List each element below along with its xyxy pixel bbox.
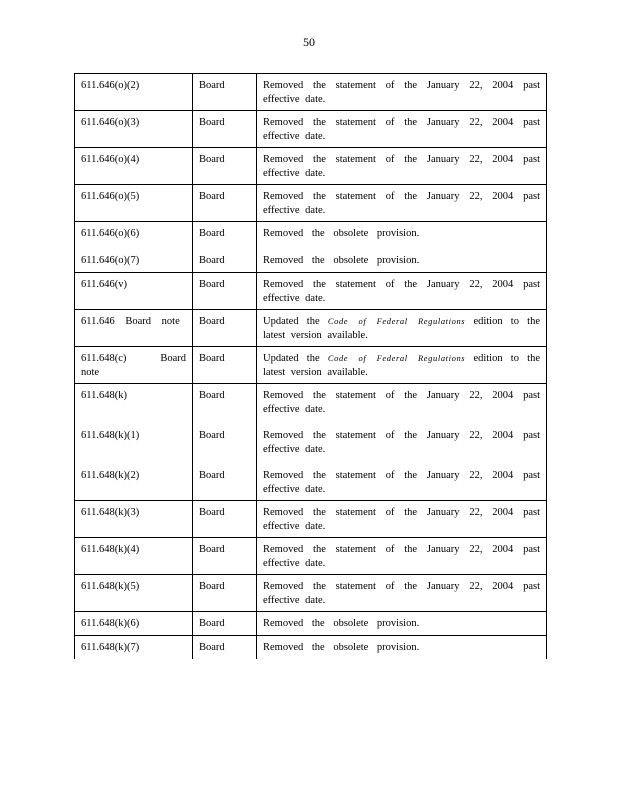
section-cell: 611.646(o)(3) bbox=[75, 111, 193, 148]
section-text: 611.646 Board note bbox=[81, 316, 180, 327]
section-cell bbox=[75, 384, 193, 501]
section-cell bbox=[75, 310, 193, 347]
section-cell bbox=[75, 222, 193, 273]
table-row bbox=[75, 148, 547, 185]
change-cell bbox=[257, 384, 547, 501]
section-cell: 611.646(o)(5) bbox=[75, 185, 193, 222]
section-cell: 611.648(k)(5) bbox=[75, 575, 193, 612]
change-cell bbox=[257, 148, 547, 185]
section-text: 611.648(k)(2) bbox=[81, 470, 140, 481]
change-cell bbox=[257, 538, 547, 575]
source-cell: Board bbox=[193, 575, 257, 612]
source-cell bbox=[193, 635, 257, 659]
change-text: Removed the statement of the January 22, 2004 past effective date. bbox=[263, 581, 540, 606]
page-number: 50 bbox=[303, 35, 315, 49]
source-cell: Board bbox=[193, 347, 257, 384]
section-text: 611.648(k)(1) bbox=[81, 430, 140, 441]
table-row bbox=[75, 347, 547, 384]
table-row bbox=[75, 111, 547, 148]
change-text: Removed the statement of the January 22, 2004 past effective date. bbox=[263, 154, 540, 179]
change-text: Removed the obsolete provision. bbox=[263, 255, 420, 266]
change-text: Removed the statement of the January 22, 2004 past effective date. bbox=[263, 80, 540, 105]
change-text: Removed the statement of the January 22, 2004 past effective date. bbox=[263, 544, 540, 569]
table-row bbox=[75, 384, 547, 501]
section-cell bbox=[75, 635, 193, 659]
change-cell bbox=[257, 273, 547, 310]
source-cell: Board bbox=[193, 612, 257, 636]
section-text: 611.648(k) bbox=[81, 390, 127, 401]
source-text: Board bbox=[199, 228, 225, 239]
change-cell bbox=[257, 310, 547, 347]
change-text: Removed the statement of the January 22, 2004 past effective date. bbox=[263, 279, 540, 304]
source-text: Board bbox=[199, 390, 225, 401]
change-text: Removed the obsolete provision. bbox=[263, 618, 420, 629]
table-row bbox=[75, 635, 547, 659]
change-text: Removed the statement of the January 22, 2004 past effective date. bbox=[263, 117, 540, 142]
source-cell: Board bbox=[193, 501, 257, 538]
source-text: Board bbox=[199, 641, 225, 653]
table-row bbox=[75, 612, 547, 636]
update-prefix: Updated the bbox=[263, 316, 320, 327]
table-row bbox=[75, 185, 547, 222]
table-row bbox=[75, 273, 547, 310]
change-text: Removed the statement of the January 22, 2004 past effective date. bbox=[263, 191, 540, 216]
table-row bbox=[75, 501, 547, 538]
source-text: Board bbox=[199, 430, 225, 441]
source-cell bbox=[193, 222, 257, 273]
change-text bbox=[263, 315, 540, 342]
change-cell bbox=[257, 111, 547, 148]
change-cell bbox=[257, 575, 547, 612]
section-cell: 611.646(o)(4) bbox=[75, 148, 193, 185]
table-row bbox=[75, 538, 547, 575]
source-text: Board bbox=[199, 255, 225, 266]
table-row bbox=[75, 74, 547, 111]
change-text: Removed the statement of the January 22, 2004 past effective date. bbox=[263, 507, 540, 532]
source-cell: Board bbox=[193, 111, 257, 148]
source-cell: Board bbox=[193, 538, 257, 575]
cfr-title: Code of Federal Regulations bbox=[327, 353, 466, 363]
amendments-table bbox=[74, 73, 547, 659]
section-cell bbox=[75, 347, 193, 384]
cfr-title: Code of Federal Regulations bbox=[327, 316, 466, 326]
section-cell: 611.646(v) bbox=[75, 273, 193, 310]
change-cell bbox=[257, 185, 547, 222]
source-cell bbox=[193, 384, 257, 501]
change-text: Removed the statement of the January 22, 2004 past effective date. bbox=[263, 430, 540, 455]
source-cell: Board bbox=[193, 74, 257, 111]
table-row bbox=[75, 575, 547, 612]
update-suffix: edition to the latest version available. bbox=[263, 316, 541, 341]
change-text: Removed the statement of the January 22, 2004 past effective date. bbox=[263, 390, 540, 415]
change-text bbox=[263, 352, 540, 379]
change-cell bbox=[257, 347, 547, 384]
change-text: Removed the obsolete provision. bbox=[263, 228, 420, 239]
source-cell: Board bbox=[193, 185, 257, 222]
section-cell: 611.648(k)(6) bbox=[75, 612, 193, 636]
change-cell bbox=[257, 635, 547, 659]
section-text: 611.646(o)(6) bbox=[81, 228, 140, 239]
section-text: 611.648(k)(7) bbox=[81, 641, 140, 653]
section-text: 611.646(o)(7) bbox=[81, 255, 140, 266]
change-text: Removed the obsolete provision. bbox=[263, 641, 420, 653]
update-prefix: Updated the bbox=[263, 353, 320, 364]
table-row bbox=[75, 310, 547, 347]
update-suffix: edition to the latest version available. bbox=[263, 353, 541, 378]
source-cell: Board bbox=[193, 273, 257, 310]
change-text: Removed the statement of the January 22, 2004 past effective date. bbox=[263, 470, 540, 495]
section-cell: 611.648(k)(3) bbox=[75, 501, 193, 538]
source-cell: Board bbox=[193, 148, 257, 185]
section-cell: 611.646(o)(2) bbox=[75, 74, 193, 111]
section-text: 611.648(c) Board note bbox=[81, 353, 186, 378]
source-text: Board bbox=[199, 470, 225, 481]
change-cell bbox=[257, 222, 547, 273]
change-cell bbox=[257, 74, 547, 111]
table-row bbox=[75, 222, 547, 273]
source-cell: Board bbox=[193, 310, 257, 347]
change-cell bbox=[257, 501, 547, 538]
section-cell: 611.648(k)(4) bbox=[75, 538, 193, 575]
change-cell bbox=[257, 612, 547, 636]
